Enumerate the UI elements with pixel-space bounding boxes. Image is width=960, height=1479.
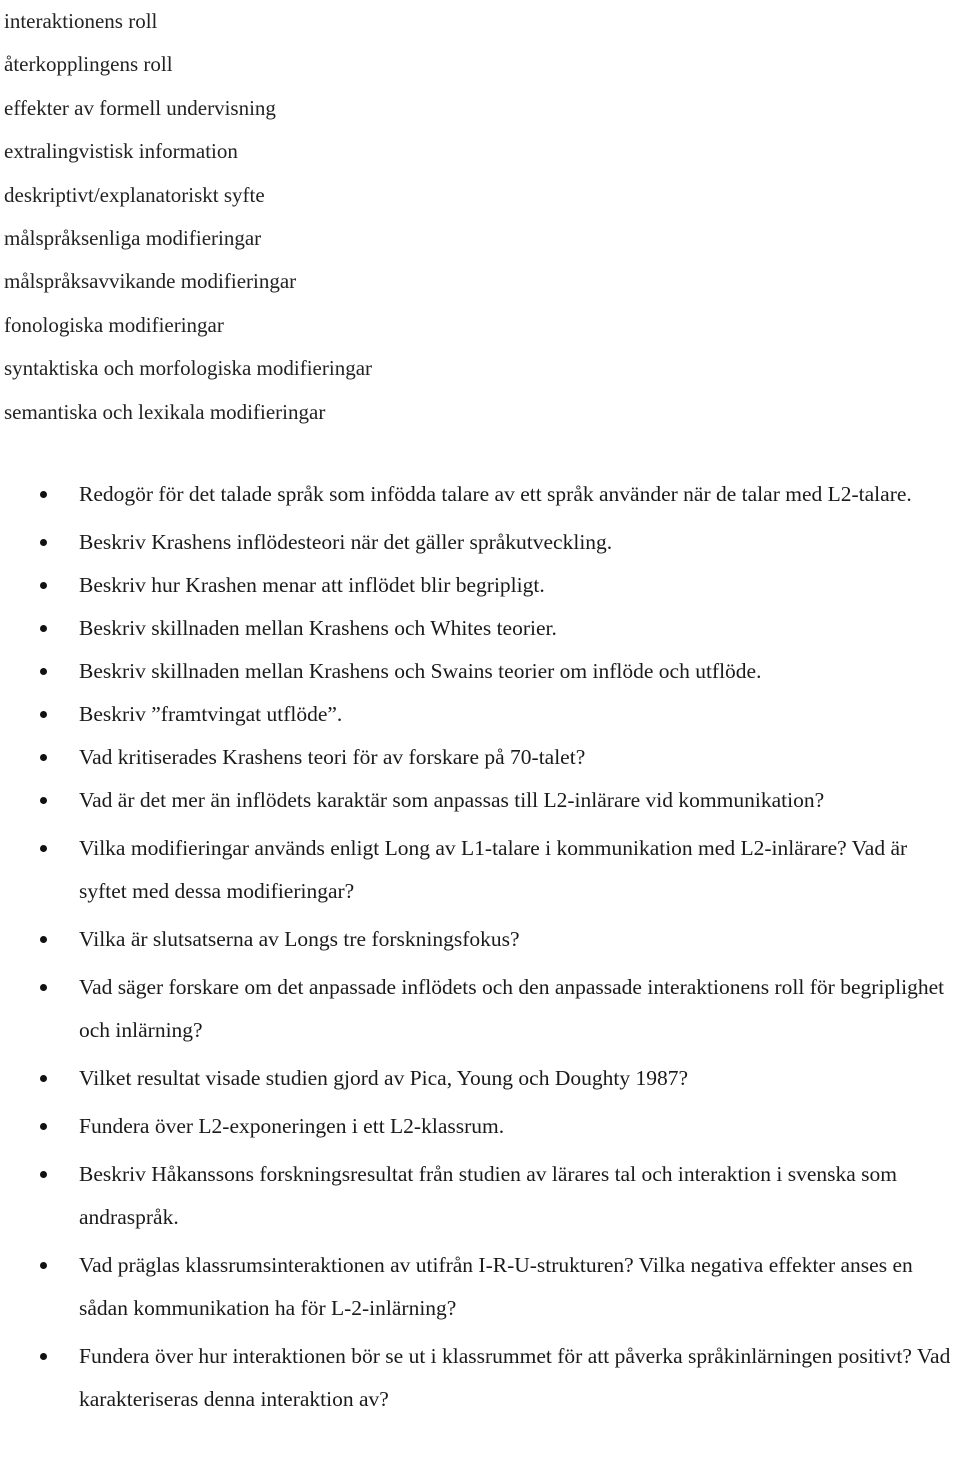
bullet-icon bbox=[40, 625, 47, 632]
question-text: Beskriv skillnaden mellan Krashens och Whites teorier. bbox=[79, 616, 557, 640]
question-item bbox=[0, 1153, 960, 1239]
bullet-icon bbox=[40, 845, 47, 852]
bullet-icon bbox=[40, 984, 47, 991]
question-item bbox=[0, 473, 960, 516]
question-text: Beskriv Håkanssons forskningsresultat från studien av lärares tal och interaktion i svenska som andraspråk. bbox=[79, 1162, 898, 1229]
question-text: Beskriv skillnaden mellan Krashens och Swains teorier om inflöde och utflöde. bbox=[79, 659, 762, 683]
question-item bbox=[0, 736, 960, 779]
question-text: Vad säger forskare om det anpassade inflödets och den anpassade interaktionens roll för begriplighet och inlärning? bbox=[79, 975, 945, 1042]
bullet-icon bbox=[40, 1171, 47, 1178]
question-item bbox=[0, 918, 960, 961]
bullet-icon bbox=[40, 1353, 47, 1360]
bullet-icon bbox=[40, 711, 47, 718]
question-list bbox=[0, 473, 960, 1421]
term-item: fonologiska modifieringar bbox=[4, 312, 224, 337]
question-item bbox=[0, 564, 960, 607]
question-item bbox=[0, 521, 960, 564]
question-item bbox=[0, 607, 960, 650]
term-item: effekter av formell undervisning bbox=[4, 95, 276, 120]
term-item: interaktionens roll bbox=[4, 9, 158, 33]
question-text: Beskriv Krashens inflödesteori när det gäller språkutveckling. bbox=[79, 530, 613, 554]
term-item: syntaktiska och morfologiska modifieringar bbox=[4, 356, 373, 381]
question-item bbox=[0, 827, 960, 913]
bullet-icon bbox=[40, 582, 47, 589]
bullet-icon bbox=[40, 936, 47, 943]
question-item bbox=[0, 650, 960, 693]
question-item bbox=[0, 1244, 960, 1330]
bullet-icon bbox=[40, 491, 47, 498]
question-text: Vilket resultat visade studien gjord av Pica, Young och Doughty 1987? bbox=[79, 1066, 688, 1090]
bullet-icon bbox=[40, 797, 47, 804]
question-item bbox=[0, 1057, 960, 1100]
question-text: Vad präglas klassrumsinteraktionen av utifrån I-R-U-strukturen? Vilka negativa effekter anses en sådan kommunikation ha för L-2-inlärning? bbox=[79, 1253, 913, 1320]
question-text: Redogör för det talade språk som infödda talare av ett språk använder när de talar med L2-talare. bbox=[79, 482, 912, 506]
bullet-icon bbox=[40, 668, 47, 675]
bullet-icon bbox=[40, 1123, 47, 1130]
question-item bbox=[0, 693, 960, 736]
term-list bbox=[4, 0, 372, 434]
question-text: Beskriv ”framtvingat utflöde”. bbox=[79, 702, 343, 726]
term-item: målspråksenliga modifieringar bbox=[4, 226, 262, 251]
term-item: extralingvistisk information bbox=[4, 139, 238, 164]
question-item bbox=[0, 966, 960, 1052]
question-item bbox=[0, 779, 960, 822]
question-text: Fundera över hur interaktionen bör se ut i klassrummet för att påverka språkinlärningen positivt? Vad karakteriseras denna interaktion av? bbox=[79, 1344, 951, 1411]
term-item: semantiska och lexikala modifieringar bbox=[4, 399, 326, 424]
bullet-icon bbox=[40, 1075, 47, 1082]
question-text: Fundera över L2-exponeringen i ett L2-klassrum. bbox=[79, 1114, 505, 1138]
term-item: deskriptivt/explanatoriskt syfte bbox=[4, 182, 265, 207]
term-item: målspråksavvikande modifieringar bbox=[4, 269, 297, 294]
bullet-icon bbox=[40, 539, 47, 546]
question-text: Vilka modifieringar används enligt Long av L1-talare i kommunikation med L2-inlärare? Vad är syftet med dessa modifieringar? bbox=[79, 836, 908, 903]
question-text: Vilka är slutsatserna av Longs tre forskningsfokus? bbox=[79, 927, 520, 951]
bullet-icon bbox=[40, 1262, 47, 1269]
bullet-icon bbox=[40, 754, 47, 761]
question-item bbox=[0, 1105, 960, 1148]
question-item bbox=[0, 1335, 960, 1421]
term-item: återkopplingens roll bbox=[4, 52, 173, 77]
question-text: Vad kritiserades Krashens teori för av forskare på 70-talet? bbox=[79, 745, 586, 769]
question-text: Vad är det mer än inflödets karaktär som anpassas till L2-inlärare vid kommunikation? bbox=[79, 788, 825, 812]
question-text: Beskriv hur Krashen menar att inflödet blir begripligt. bbox=[79, 573, 545, 597]
